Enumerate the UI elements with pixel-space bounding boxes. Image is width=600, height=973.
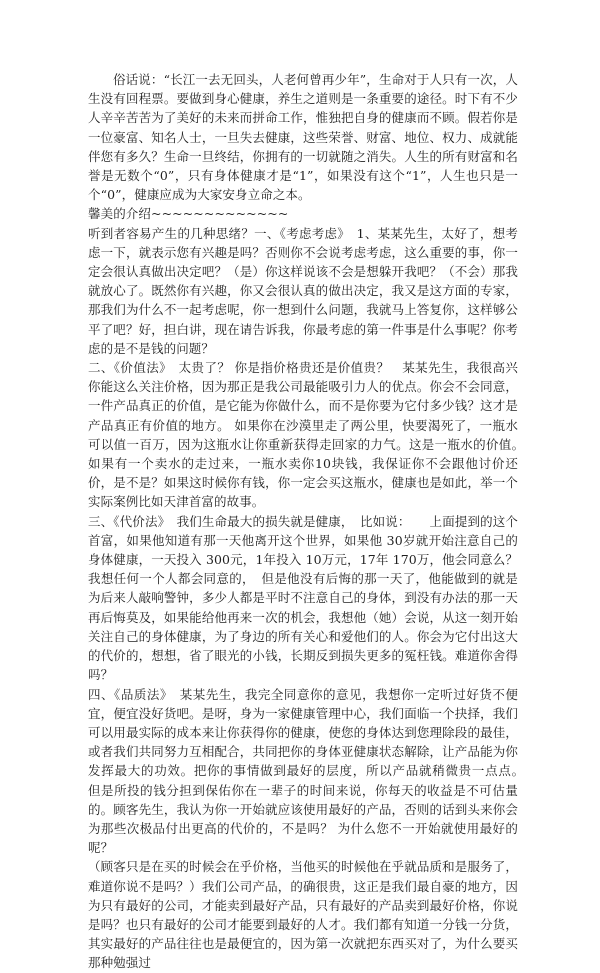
paragraph-customer-price: （顾客只是在买的时候会在乎价格，当他买的时候他在乎就品质和是服务了，难道你说不是吗？）我们公司产品，的确很贵，这正是我们最自豪的地方，因为只有最好的公司，才能卖到最好产品，只有最好的产品卖到最好价格，你说是吗？也只有最好的公司才能要到最好的人才。我们都有知道一分钱一分货，其实最好的产品往往也是最便宜的，因为第一次就把东西买对了，为什么要买那种勉强过 bbox=[88, 859, 518, 971]
paragraph-cost-method: 三、《代价法》 我们生命最大的损失就是健康， 比如说： 上面提到的这个首富，如果他知道有那一天他离开这个世界，如果他 30岁就开始注意自己的身体健康，一天投入 300元，1年投入 10万元，17年 170万，他会同意么？我想任何一个人都会同意的， 但是他没有后悔的那一天了，他能做到的就是为后来人敲响警钟，多少人都是平时不注意自己的身体，到没有办法的那一天再后悔莫及，如果能给他再来一次的机会，我想他（她）会说，从这一刻开始关注自己的身体健康，为了身边的所有关心和爱他们的人。你会为它付出这大的代价的，想想，省了眼光的小钱，长期反到损失更多的冤枉钱。难道你舍得吗？ bbox=[88, 513, 518, 683]
paragraph-value-method: 二、《价值法》 太贵了？ 你是指价格贵还是价值贵？ 某某先生，我很高兴你能这么关注价格，因为那正是我公司最能吸引力人的优点。你会不会同意，一件产品真正的价值，是它能为你做什么，而不是你要为它付多少钱？这才是产品真正有价值的地方。 如果你在沙漠里走了两公里，快要渴死了，一瓶水可以值一百万，因为这瓶水让你重新获得走回家的力气。这是一瓶水的价值。 如果有一个卖水的走过来，一瓶水卖你10块钱，我保证你不会跟他讨价还价，是不是？如果这时候你有钱，你一定会买这瓶水，健康也是如此，举一个实际案例比如天津首富的故事。 bbox=[88, 360, 531, 510]
document-body bbox=[88, 70, 531, 973]
paragraph-quality-method: 四、《品质法》 某某先生，我完全同意你的意见，我想你一定听过好货不便宜，便宜没好货吧。是呀，身为一家健康管理中心，我们面临一个抉择，我们可以用最实际的成本来让你获得你的健康，使您的身体达到您理除段的最佳，或者我们共同努力互相配合，共同把你的身体亚健康状态解除，让产品能为你发挥最大的功效。把你的事情做到最好的层度，所以产品就稍微贵一点点。 但是所投的钱分担到保佑你在一辈子的时间来说，你每天的收益是不可估量的。顾客先生，我认为你一开始就应该使用最好的产品，否则的话到头来你会为那些次极品付出更高的代价的，不是吗？ 为什么您不一开始就使用最好的呢？ bbox=[88, 686, 531, 856]
intro-paragraph: 俗话说：“长江一去无回头，人老何曾再少年”，生命对于人只有一次，人生没有回程票。要做到身心健康，养生之道则是一条重要的途径。时下有不少人辛辛苦苦为了美好的未来而拼命工作，惟独把自身的健康而不顾。假若你是一位豪富、知名人士，一旦失去健康，这些荣誉、财富、地位、权力、成就能伴您有多久？生命一旦终结，你拥有的一切就随之消失。人生的所有财富和名誉是无数个“0”，只有身体健康才是“1”，如果没有这个“1”，人生也只是一个“0”，健康应成为大家安身立命之本。 bbox=[88, 72, 518, 203]
paragraph-consider-method: 听到者容易产生的几种思绪？一、《考虑考虑》 1、某某先生，太好了，想考虑一下，就表示您有兴趣是吗？否则你不会说考虑考虑，这么重要的事，你一定会很认真做出决定吧？（是）你这样说该不会是想躲开我吧？（不会）那我就放心了。既然你有兴趣，你又会很认真的做出决定，我又是这方面的专家，那我们为什么不一起考虑呢，你一想到什么问题，我就马上答复你，这样够公平了吧？好，担白讲，现在请告诉我，你最考虑的第一件事是什么事呢？你考虑的是不是钱的问题？ bbox=[88, 225, 518, 356]
section-heading: 馨美的介绍~~~~~~~~~~~~~ bbox=[88, 206, 289, 222]
